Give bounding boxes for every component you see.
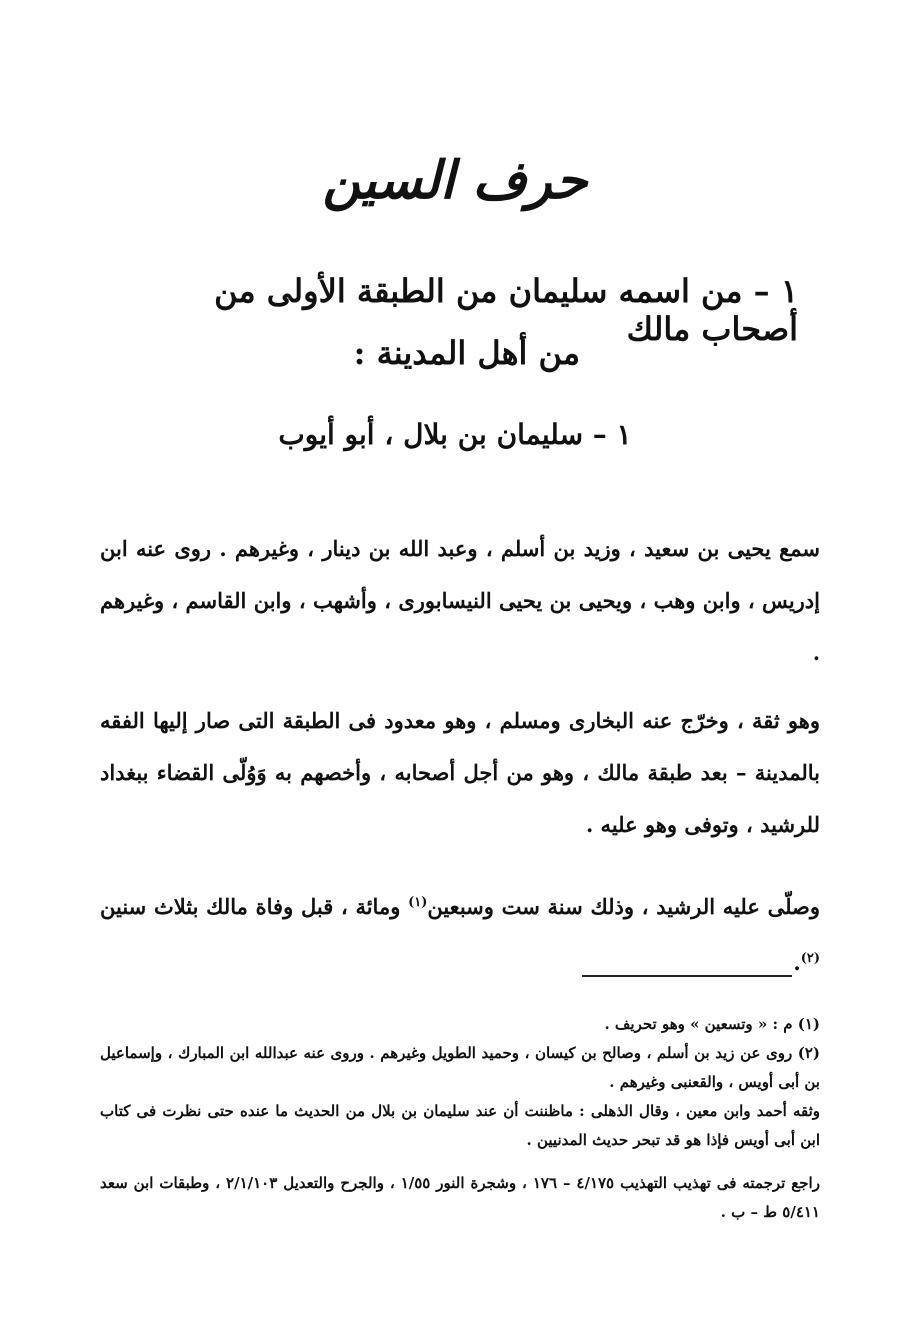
footnote-divider <box>582 975 792 977</box>
footnote-ref-1: (١) <box>408 895 428 910</box>
footnotes <box>100 1010 820 1227</box>
paragraph-death <box>100 877 820 989</box>
paragraph-death-end: . <box>793 950 801 975</box>
footnote-2: (٢) روى عن زيد بن أسلم ، وصالح بن كيسان ، وحميد الطويل وغيرهم . وروى عنه عبدالله ابن المبارك ، وإسماعيل بن أبى أويس ، والقعنبى وغيرهم . <box>100 1044 820 1091</box>
entry-title: ١ – سليمان بن بلال ، أبو أيوب <box>278 418 632 451</box>
footnote-ref-2: (٢) <box>800 951 820 966</box>
paragraph-death-text-2: ومائة ، قبل وفاة مالك بثلاث سنين <box>100 894 409 919</box>
footnote-spacer <box>100 1155 820 1169</box>
section-heading-continuation: من أهل المدينة : <box>353 334 580 372</box>
chapter-title: حرف السين <box>322 150 588 211</box>
footnote-1: (١) م : « وتسعين » وهو تحريف . <box>604 1015 820 1033</box>
footnote-2-continuation: وثقه أحمد وابن معين ، وقال الذهلى : ماظننت أن عند سليمان بن بلال من الحديث ما عنده حتى نظرت فى كتاب ابن أبى أويس فإذا هو قد تبحر حديث المدنيين . <box>100 1102 820 1149</box>
paragraph-reliability: وهو ثقة ، وخرّج عنه البخارى ومسلم ، وهو معدود فى الطبقة التى صار إليها الفقه بالمدينة – بعد طبقة مالك ، وهو من أجل أصحابه ، وأخصهم به وَوُلّى القضاء ببغداد للرشيد ، وتوفى وهو عليه . <box>100 708 820 837</box>
paragraph-teachers-students: سمع يحيى بن سعيد ، وزيد بن أسلم ، وعبد الله بن دينار ، وغيرهم . روى عنه ابن إدريس ، وابن وهب ، ويحيى بن يحيى النيسابورى ، وأشهب ، وابن القاسم ، وغيرهم . <box>100 536 820 665</box>
paragraph-death-text-1: وصلّى عليه الرشيد ، وذلك سنة ست وسبعين <box>427 894 820 919</box>
section-heading: ١ – من اسمه سليمان من الطبقة الأولى من أصحاب مالك <box>214 272 798 349</box>
footnote-2-references: راجع ترجمته فى تهذيب التهذيب ٤/١٧٥ – ١٧٦ ، وشجرة النور ١/٥٥ ، والجرح والتعديل ٢/١/١٠٣ ، وطبقات ابن سعد ٥/٤١١ ط – ب . <box>100 1174 820 1221</box>
